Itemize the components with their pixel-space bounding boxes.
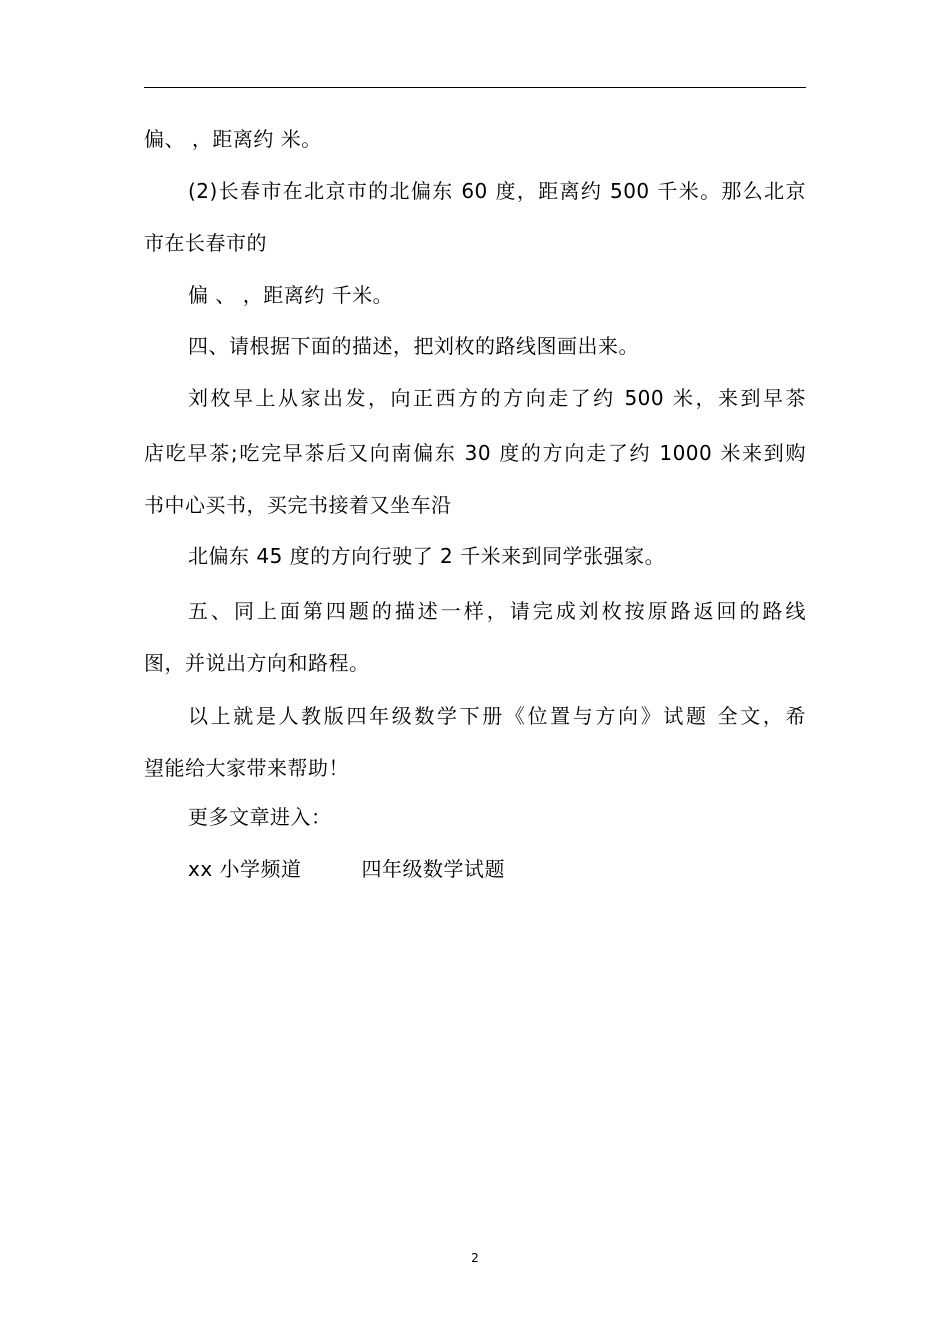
text-line: 市在长春市的 xyxy=(144,231,267,255)
text-line: 图，并说出方向和路程。 xyxy=(144,651,370,675)
text-line: 书中心买书，买完书接着又坐车沿 xyxy=(144,493,452,517)
text-line: 更多文章进入： xyxy=(188,805,332,829)
text-line: (2)长春市在北京市的北偏东 60 度，距离约 500 千米。那么北京 xyxy=(188,179,806,203)
text-line: 刘枚早上从家出发，向正西方的方向走了约 500 米，来到早茶 xyxy=(188,386,806,410)
related-links xyxy=(188,855,505,883)
text-line: 店吃早茶;吃完早茶后又向南偏东 30 度的方向走了约 1000 米来到购 xyxy=(144,441,806,465)
page-number: 2 xyxy=(471,1251,479,1265)
text-line: 偏 、 ，距离约 千米。 xyxy=(188,283,394,307)
text-line: 北偏东 45 度的方向行驶了 2 千米来到同学张强家。 xyxy=(188,544,666,568)
text-line: 以上就是人教版四年级数学下册《位置与方向》试题 全文，希 xyxy=(188,704,806,728)
header-rule xyxy=(144,87,806,88)
section-heading: 四、请根据下面的描述，把刘枚的路线图画出来。 xyxy=(188,334,639,358)
text-line: 望能给大家带来帮助！ xyxy=(144,756,349,780)
link-grade-four-math-tests[interactable]: 四年级数学试题 xyxy=(361,857,506,881)
section-heading: 五、同上面第四题的描述一样，请完成刘枚按原路返回的路线 xyxy=(188,599,806,623)
text-line: 偏、 ，距离约 米。 xyxy=(144,127,322,151)
link-primary-school-channel[interactable]: xx 小学频道 xyxy=(188,857,302,881)
